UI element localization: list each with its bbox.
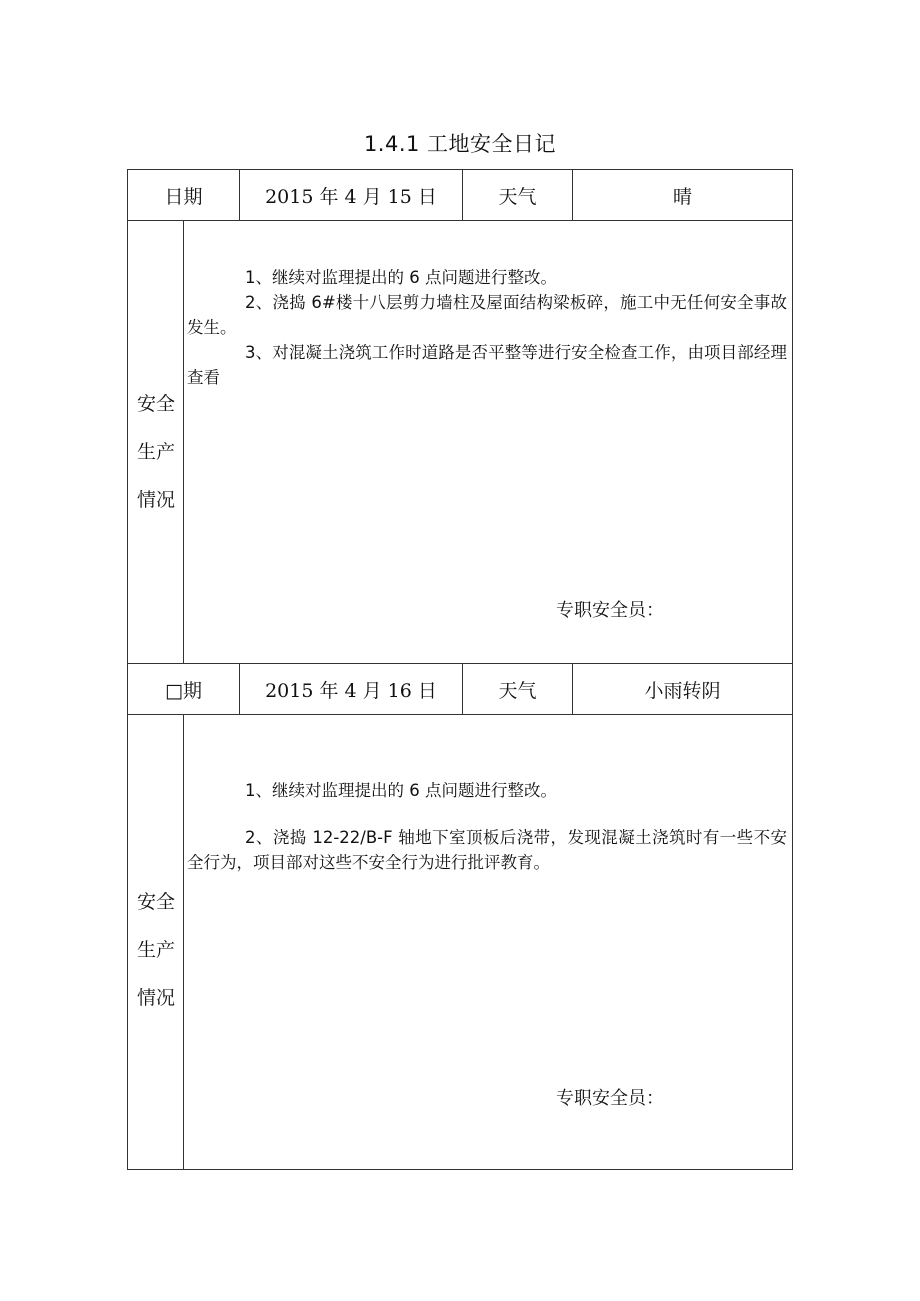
weather-label: 天气 [498, 185, 537, 208]
section-label-line: 安全 [136, 891, 175, 913]
safety-notes [187, 778, 787, 875]
row-divider-1 [127, 220, 793, 221]
page-title: 1.4.1 工地安全日记 [363, 132, 557, 156]
safety-officer-label: 专职安全员： [556, 600, 664, 621]
note-item: 3、对混凝土浇筑工作时道路是否平整等进行安全检查工作，由项目部经理查看 [187, 343, 787, 387]
section-label [128, 878, 184, 1022]
note-item: 1、继续对监理提出的 6 点问题进行整改。 [245, 268, 557, 287]
safety-officer-label: 专职安全员： [556, 1088, 664, 1109]
date-value: 2015 年 4 月 15 日 [265, 185, 437, 208]
section-label-line: 安全 [136, 393, 175, 415]
table-border-right [792, 169, 793, 1170]
note-item: 2、浇捣 6#楼十八层剪力墙柱及屋面结构梁板碎，施工中无任何安全事故发生。 [187, 293, 787, 337]
date-value: 2015 年 4 月 16 日 [265, 679, 437, 702]
weather-label: 天气 [498, 679, 537, 702]
note-item: 1、继续对监理提出的 6 点问题进行整改。 [245, 781, 557, 800]
section-label-line: 生产 [136, 441, 175, 463]
section-label-line: 生产 [136, 939, 175, 961]
weather-value: 小雨转阴 [644, 679, 721, 702]
section-label-line: 情况 [136, 489, 175, 511]
date-label: □期 [165, 679, 202, 702]
safety-notes [187, 265, 787, 390]
date-label: 日期 [164, 185, 203, 208]
note-item: 2、浇捣 12-22/B-F 轴地下室顶板后浇带，发现混凝土浇筑时有一些不安全行为，项目部对这些不安全行为进行批评教育。 [187, 828, 787, 872]
section-label [128, 380, 184, 524]
row-divider-3 [127, 714, 793, 715]
section-label-line: 情况 [136, 987, 175, 1009]
weather-value: 晴 [672, 185, 692, 208]
table-border-bottom [127, 1169, 793, 1170]
